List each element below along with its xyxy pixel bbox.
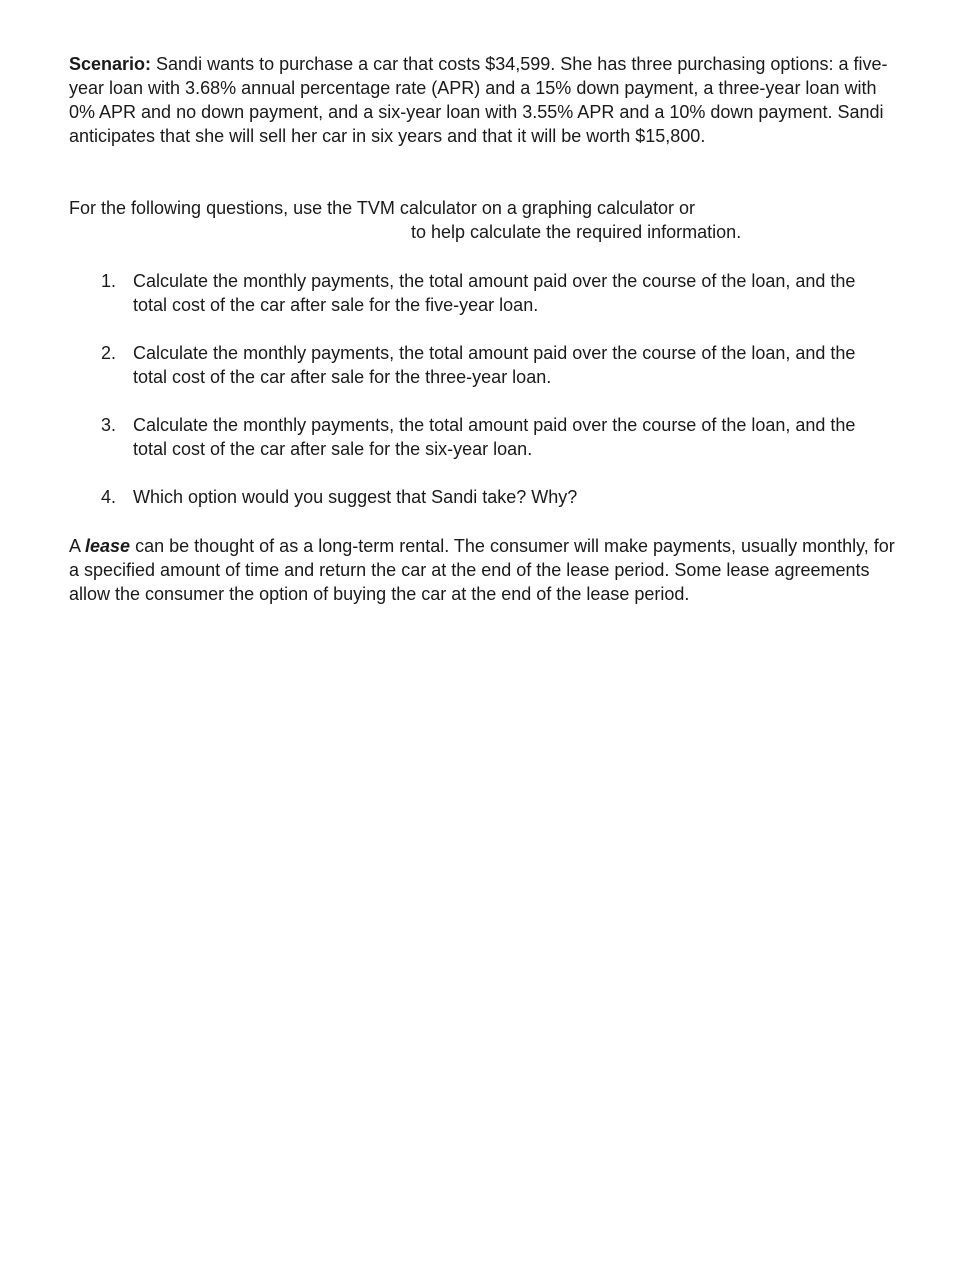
lease-paragraph <box>69 534 899 606</box>
question-text: Which option would you suggest that Sandi take? Why? <box>133 487 578 507</box>
question-text: Calculate the monthly payments, the total amount paid over the course of the loan, and the total cost of the car after sale for the three-year loan. <box>133 343 856 387</box>
scenario-label: Scenario: <box>69 54 152 74</box>
question-number: 3. <box>101 415 117 435</box>
question-number: 4. <box>101 487 117 507</box>
question-text: Calculate the monthly payments, the total amount paid over the course of the loan, and the total cost of the car after sale for the five-year loan. <box>133 271 856 315</box>
lease-prefix: A <box>69 536 86 556</box>
scenario-paragraph <box>69 52 899 148</box>
question-number: 1. <box>101 271 117 291</box>
instructions-line-1: For the following questions, use the TVM calculator on a graphing calculator or <box>69 198 696 218</box>
instructions-line-2: to help calculate the required information. <box>411 222 742 242</box>
scenario-text: Sandi wants to purchase a car that costs $34,599. She has three purchasing options: a five-year loan with 3.68% annual percentage rate (APR) and a 15% down payment, a three-year loan with 0% APR and no down payment, and a six-year loan with 3.55% APR and a 10% down payment. Sandi anticipates that she will sell her car in six years and that it will be worth $15,800. <box>69 54 888 146</box>
question-number: 2. <box>101 343 117 363</box>
lease-text: can be thought of as a long-term rental. The consumer will make payments, usually monthly, for a specified amount of time and return the car at the end of the lease period. Some lease agreements allow the consumer the option of buying the car at the end of the lease period. <box>69 536 895 604</box>
question-text: Calculate the monthly payments, the total amount paid over the course of the loan, and the total cost of the car after sale for the six-year loan. <box>133 415 856 459</box>
lease-term: lease <box>85 536 131 556</box>
